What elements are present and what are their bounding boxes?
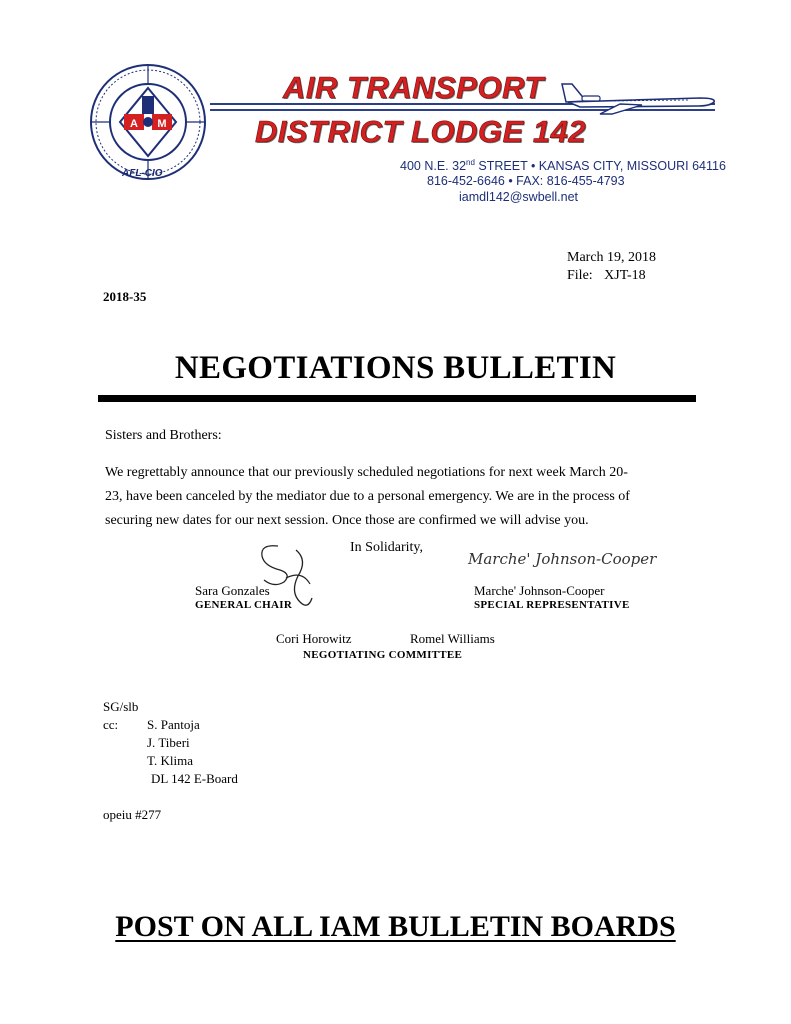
file-value: XJT-18 [604,268,646,283]
committee-label: NEGOTIATING COMMITTEE [303,649,463,661]
post-notice: POST ON ALL IAM BULLETIN BOARDS [115,910,676,943]
letterhead-title-line2: DISTRICT LODGE 142 [255,114,587,149]
letterhead-phone-fax: 816-452-6646 • FAX: 816-455-4793 [427,174,625,188]
seal-letter-m: M [157,118,167,130]
paragraph-line: securing new dates for our next session. Once those are confirmed we will advise you. [105,513,589,528]
cc-recipient: DL 142 E-Board [151,771,238,786]
committee-member: Romel Williams [410,631,495,646]
cc-recipient: S. Pantoja [147,717,200,732]
iam-seal-logo [88,62,208,182]
typist-initials: SG/slb [103,699,139,714]
signature-marche-johnson-cooper: Marche' Johnson-Cooper [468,550,657,568]
letterhead-title-line1: AIR TRANSPORT [283,70,544,105]
letterhead-email: iamdl142@swbell.net [459,190,579,204]
cc-recipient: T. Klima [147,753,193,768]
letter-date: March 19, 2018 [567,250,657,265]
letterhead-address: 400 N.E. 32nd STREET • KANSAS CITY, MISSOURI 64116 [400,158,726,174]
cc-recipient: J. Tiberi [147,735,190,750]
airplane-icon [560,72,720,116]
signer-right-name: Marche' Johnson-Cooper [474,583,605,598]
file-label: File: [567,268,593,283]
seal-letter-a: A [130,118,138,130]
closing: In Solidarity, [350,540,423,555]
bulletin-title: NEGOTIATIONS BULLETIN [174,350,617,386]
paragraph-line: 23, have been canceled by the mediator due to a personal emergency. We are in the process of [105,489,630,504]
signer-left-name: Sara Gonzales [195,583,270,598]
bulletin-number: 2018-35 [103,289,147,304]
file-reference [567,266,646,285]
committee-member: Cori Horowitz [276,631,352,646]
cc-label: cc: [103,717,119,732]
title-rule [98,395,696,402]
signer-left-title: GENERAL CHAIR [195,599,293,611]
afl-cio-label: AFL-CIO [122,168,163,179]
paragraph-line: We regrettably announce that our previously scheduled negotiations for next week March 20- [105,465,628,480]
signer-right-title: SPECIAL REPRESENTATIVE [474,599,630,611]
salutation: Sisters and Brothers: [105,428,222,443]
body-paragraph [105,461,695,533]
union-mark: opeiu #277 [103,807,162,822]
